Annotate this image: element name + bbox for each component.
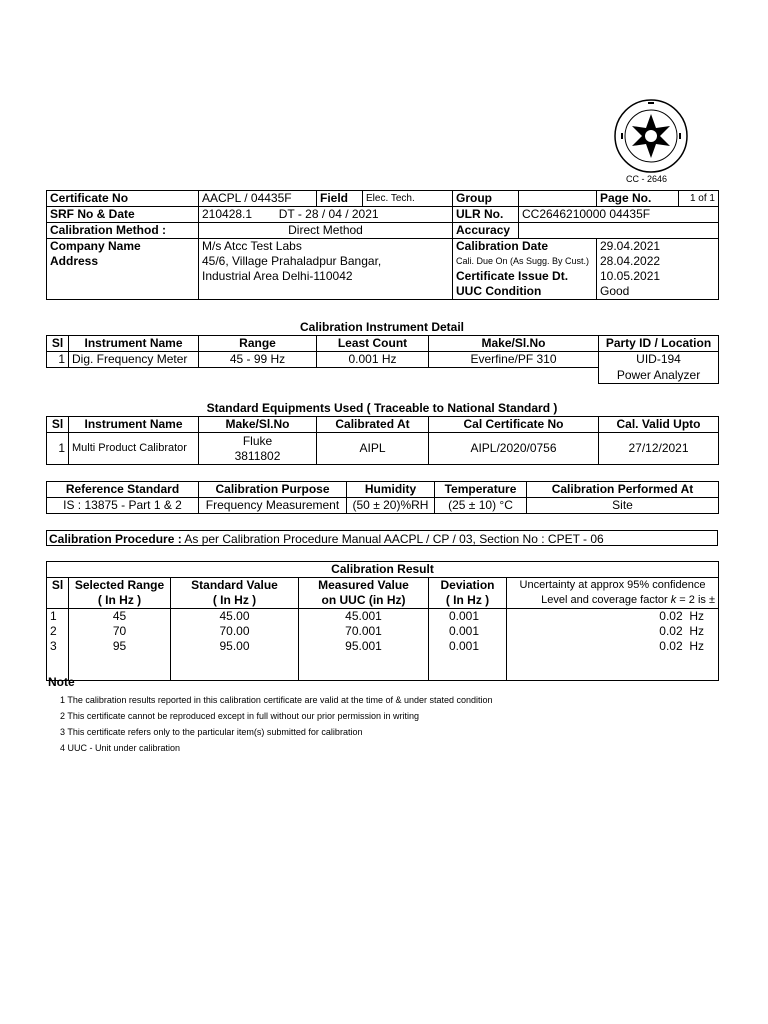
ref-header-temperature: Temperature (435, 482, 527, 498)
uuc-value: Good (597, 284, 719, 300)
std-make-line2: 3811802 (234, 448, 281, 463)
instrument-range: 45 - 99 Hz (199, 352, 317, 368)
std-name: Multi Product Calibrator (69, 433, 199, 465)
cal-date-value: 29.04.2021 (597, 239, 719, 255)
cal-due-label: Cali. Due On (As Sugg. By Cust.) (453, 254, 597, 269)
certificate-no-value: AACPL / 04435F (199, 191, 317, 207)
method-value: Direct Method (199, 223, 453, 239)
result-row-sl: 2 (47, 624, 69, 639)
std-header-sl: Sl (47, 417, 69, 433)
note-item: 3 This certificate refers only to the particular item(s) submitted for calibration (60, 727, 363, 737)
accuracy-value (519, 223, 719, 239)
instrument-sl: 1 (47, 352, 69, 368)
instrument-header-party-id: Party ID / Location (599, 336, 719, 352)
instrument-detail-table (46, 335, 719, 384)
ulr-label: ULR No. (453, 207, 519, 223)
srf-value: 210428.1 DT - 28 / 04 / 2021 (199, 207, 453, 223)
result-header-sl: Sl (47, 578, 69, 594)
address-line1: 45/6, Village Prahaladpur Bangar, (199, 254, 453, 269)
result-row-sl: 3 (47, 639, 69, 654)
result-row-dev: 0.001 (429, 624, 507, 639)
accreditation-seal (613, 98, 689, 174)
instrument-header-name: Instrument Name (69, 336, 199, 352)
result-row-std: 95.00 (171, 639, 299, 654)
instrument-detail-title: Calibration Instrument Detail (299, 320, 465, 334)
cal-due-value: 28.04.2022 (597, 254, 719, 269)
procedure-value: As per Calibration Procedure Manual AACPL / CP / 03, Section No : CPET - 06 (184, 532, 604, 546)
page-no-label: Page No. (597, 191, 679, 207)
ref-performed-at: Site (527, 498, 719, 514)
result-header-dev: Deviation (429, 578, 507, 594)
std-make-line1: Fluke (242, 433, 273, 448)
result-table (46, 561, 719, 681)
result-row-unc: 0.02 Hz (507, 624, 719, 639)
result-row-unc: 0.02 Hz (507, 609, 719, 625)
ref-purpose: Frequency Measurement (199, 498, 347, 514)
result-row-range: 45 (69, 609, 171, 625)
result-row-unc: 0.02 Hz (507, 639, 719, 654)
result-row-range: 70 (69, 624, 171, 639)
note-item: 2 This certificate cannot be reproduced except in full without our prior permission in writing (60, 711, 420, 721)
result-row-range: 95 (69, 639, 171, 654)
result-header-range-unit: ( In Hz ) (69, 593, 171, 609)
std-header-calibrated-at: Calibrated At (317, 417, 429, 433)
method-label: Calibration Method : (47, 223, 199, 239)
standard-equipment-table (46, 416, 719, 465)
ref-header-humidity: Humidity (347, 482, 435, 498)
std-header-make: Make/Sl.No (199, 417, 317, 433)
instrument-party-id: UID-194 (599, 352, 719, 368)
ref-header-performed-at: Calibration Performed At (527, 482, 719, 498)
ref-temperature: (25 ± 10) °C (435, 498, 527, 514)
result-header-std-unit: ( In Hz ) (171, 593, 299, 609)
ulr-value: CC2646210000 04435F (519, 207, 719, 223)
uuc-label: UUC Condition (453, 284, 597, 300)
result-row-meas: 70.001 (299, 624, 429, 639)
company-label: Company Name (47, 239, 199, 255)
instrument-header-range: Range (199, 336, 317, 352)
result-row-meas: 95.001 (299, 639, 429, 654)
group-value (519, 191, 597, 207)
instrument-least-count: 0.001 Hz (317, 352, 429, 368)
standard-equipment-title: Standard Equipments Used ( Traceable to National Standard ) (206, 401, 558, 415)
std-calibrated-at: AIPL (317, 433, 429, 465)
cal-date-label: Calibration Date (453, 239, 597, 255)
ref-header-standard: Reference Standard (47, 482, 199, 498)
instrument-header-make: Make/Sl.No (429, 336, 599, 352)
std-header-name: Instrument Name (69, 417, 199, 433)
field-label: Field (317, 191, 363, 207)
ref-standard: IS : 13875 - Part 1 & 2 (47, 498, 199, 514)
page-no-value: 1 of 1 (679, 191, 719, 207)
issue-label: Certificate Issue Dt. (453, 269, 597, 284)
result-header-meas: Measured Value (299, 578, 429, 594)
srf-label: SRF No & Date (47, 207, 199, 223)
procedure-box (46, 530, 718, 546)
ref-header-purpose: Calibration Purpose (199, 482, 347, 498)
reference-table (46, 481, 719, 514)
field-value: Elec. Tech. (363, 191, 453, 207)
note-item: 4 UUC - Unit under calibration (60, 743, 181, 753)
std-valid-upto: 27/12/2021 (599, 433, 719, 465)
instrument-header-sl: Sl (47, 336, 69, 352)
result-header-uncertainty: Uncertainty at approx 95% confidence (507, 578, 719, 594)
result-row-dev: 0.001 (429, 609, 507, 625)
std-header-cert-no: Cal Certificate No (429, 417, 599, 433)
std-cert-no: AIPL/2020/0756 (429, 433, 599, 465)
note-title: Note (48, 675, 75, 689)
procedure-label: Calibration Procedure : (49, 532, 182, 546)
result-row-sl: 1 (47, 609, 69, 625)
instrument-make: Everfine/PF 310 (429, 352, 599, 368)
result-header-coverage: Level and coverage factor k = 2 is ± (507, 593, 719, 609)
result-header-meas-unit: on UUC (in Hz) (299, 593, 429, 609)
result-row-meas: 45.001 (299, 609, 429, 625)
result-header-dev-unit: ( In Hz ) (429, 593, 507, 609)
group-label: Group (453, 191, 519, 207)
address-line2: Industrial Area Delhi-110042 (199, 269, 453, 284)
note-item: 1 The calibration results reported in this calibration certificate are valid at the time of & under stated condition (60, 695, 493, 705)
certificate-no-label: Certificate No (47, 191, 199, 207)
result-title: Calibration Result (47, 562, 719, 578)
note-list (60, 692, 710, 756)
result-header-range: Selected Range (69, 578, 171, 594)
company-value: M/s Atcc Test Labs (199, 239, 453, 255)
header-table (46, 190, 719, 300)
result-row-dev: 0.001 (429, 639, 507, 654)
result-row-std: 45.00 (171, 609, 299, 625)
instrument-location: Power Analyzer (599, 368, 719, 384)
ref-humidity: (50 ± 20)%RH (347, 498, 435, 514)
result-row-std: 70.00 (171, 624, 299, 639)
instrument-name: Dig. Frequency Meter (69, 352, 199, 368)
accuracy-label: Accuracy (453, 223, 519, 239)
issue-value: 10.05.2021 (597, 269, 719, 284)
std-sl: 1 (47, 433, 69, 465)
address-label: Address (47, 254, 199, 269)
instrument-header-least-count: Least Count (317, 336, 429, 352)
std-header-valid-upto: Cal. Valid Upto (599, 417, 719, 433)
result-header-std: Standard Value (171, 578, 299, 594)
accreditation-code: CC - 2646 (626, 174, 668, 184)
